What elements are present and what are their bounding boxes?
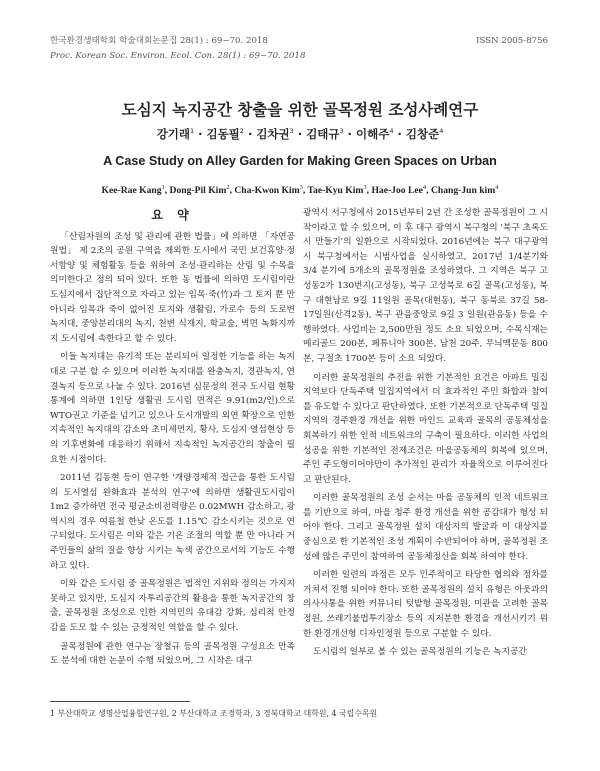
journal-header [50,34,548,64]
author-affiliation-mark: 4 [439,127,444,136]
author-name: Tae-Kyu Kim [307,185,364,197]
paragraph: 「산림자원의 조성 및 관리에 관한 법률」에 의하면 「자연공원법」 제 2조의 공원 구역을 제외한 도시에서 국민 보건휴양·정서함양 및 체험활동 등을 위하여 조성·관리하는 산림 및 수목을 의미한다고 정의 되어 있다. 또한 동 법률에 의하면 도시림이란 도심지에서 집단적으로 자라고 있는 임목·죽(竹)과 그 토지 뿐 만 아니라 임목과 죽이 없어진 토지와 생활림, 가로수 등의 도로변 녹지대, 중앙분리대의 녹지, 천변 식재지, 학교숲, 벽면 녹화지까지 도시림에 속한다고 할 수 있다. [50,231,295,344]
author-name: Chang-Jun kim [430,185,496,197]
paragraph: 골목정원에 관한 연구는 장철규 등의 골목정원 구성요소 만족도 분석에 대한 논문이 수행 되었으며, 그 시작은 대구 [50,641,295,667]
paragraph: 이러한 일련의 과정은 모두 민주적이고 타당한 협의와 정차를 거쳐서 진행 되어야 한다. 또한 골목정원의 설치 유형은 아웃과의 의사사통을 위한 커뮤니티 텃밭형 골목정원, 미관을 고려한 골목정원, 쓰레기불법투기장소 등의 지저분한 환경을 개선시키기 위한 환경개선형 디자인정원 등으로 구분할 수 있다. [303,570,548,639]
paragraph: 도시림의 일부로 볼 수 있는 골목정원의 기능은 녹지공간 [313,647,527,658]
author-affiliation-mark: 4 [422,184,427,191]
paragraph: 이와 같은 도시림 중 골목정원은 법적인 지위와 정의는 가지지 못하고 있지만, 도심지 자투리공간의 활용을 통한 녹지공간의 창출, 골목정원 조성으로 인한 지역민의 유대감 강화, 심리적 안정감을 도모 할 수 있는 긍정적인 역할을 할 수 있다. [50,579,295,634]
paragraph: 이러한 골목정원의 추진을 위한 기본적인 요건은 아파트 밀집지역보다 단독주택 밀집지역에서 더 효과적인 주민 화합과 참여를 유도할 수 있다고 판단하였다. 또한 기본적으로 단독주택 밀집지역의 경주환경 개선을 위한 마인드 교육과 골목의 공동체성을 회복하기 위한 인적 네트워크의 구축이 필요하다. 이러한 사업의 성공을 위한 기본적인 전제조건은 마을공동체의 회복에 있으며, 주민 주도형이어야만이 추가적인 관리가 자율적으로 이루어진다고 판단된다. [303,372,548,485]
paragraph: 이들 녹지대는 유기적 또는 분리되어 일정한 기능을 하는 녹지대로 구분 할 수 있으며 이러한 녹지대를 완충녹지, 경관녹지, 연결녹지 등으로 나눌 수 있다. 2016년 심문정의 전국 도시림 현황통계에 의하면 1인당 생활권 도시림 면적은 9.91(m2/인)으로 WTO권고 기준을 넘기고 있으나 도시개발의 외연 확장으로 인한 지속적인 녹지대의 감소와 초미세먼지, 황사, 도심지 열섬현상 등의 기후변화에 대응하기 위해서 지속적인 녹지공간의 창출이 필요한 시점이다. [50,352,295,465]
author-name: 이해주 [356,127,390,141]
abstract-heading: 요 약 [151,208,194,222]
authors-en: Kee-Rae Kang$^1$, Dong-Pil Kim$^2$, Cha-Kwon Kim$^3$, Tae-Kyu Kim$^3$, Hae-Joo Lee$^4$, Chang-Jun kim$^4$ [101,184,499,197]
footnote-affiliations: 1 부산대학교 생명산업융합연구원, 2 부산대학교 조경학과, 3 경북대학교 대학원, 4 국립수목원 [50,709,378,718]
author-affiliation-mark: 3 [363,184,367,191]
journal-citation-en: Proc. Korean Soc. Environ. Ecol. Con. 28(1) : 69~70. 2018 [50,51,306,61]
author-affiliation-mark: 1 [189,127,195,136]
author-name: Kee-Rae Kang [101,185,162,197]
right-column [303,206,548,660]
author-name: 김태규 [306,127,340,141]
author-affiliation-mark: 4 [389,127,394,136]
author-name: 김동필 [206,127,240,141]
issn: ISSN 2005-8756 [476,36,548,46]
author-name: 김창준 [405,127,440,141]
author-affiliation-mark: 2 [239,127,244,136]
author-affiliation-mark: 3 [299,184,303,191]
author-name: Cha-Kwon Kim [234,185,300,197]
author-affiliation-mark: 1 [161,184,165,191]
paper-title-ko: 도심지 녹지공간 창출을 위한 골목정원 조성사례연구 [121,101,479,119]
left-column [50,208,295,669]
authors-ko: 강기래$^1$ · 김동필$^2$ · 김차권$^3$ · 김태규$^3$ · 이해주$^4$ · 김창준$^4$ [156,127,444,141]
author-name: 강기래 [156,127,190,141]
author-affiliation-mark: 3 [289,127,294,136]
footnote-rule [50,701,190,702]
author-name: 김차권 [256,127,290,141]
author-affiliation-mark: 2 [226,184,230,191]
paragraph: 이러한 골목정원의 조성 순서는 마을 공동체의 인적 네트워크를 기반으로 하여, 마을 청주 환경 개선을 위한 공감대가 형성 되어야 한다. 그리고 골목정원 설치 대상지의 발굴과 이 대상지를 중심으로 한 기본적인 조성 계획이 수반되어야 하며, 골목정원 조성에 많은 주민이 참여하여 공동체정신을 회복 하여야 한다. [303,493,548,562]
author-affiliation-mark: 3 [339,127,344,136]
author-affiliation-mark: 4 [495,184,499,191]
author-name: Hae-Joo Lee [371,185,423,197]
paper-title-en: A Case Study on Alley Garden for Making Green Spaces on Urban [103,154,497,168]
paragraph: 광역시 서구청에서 2015년부터 2년 간 조성한 골목정원이 그 시작이라고 할 수 있으며, 이 후 대구 광역시 북구청의 '북구 초록도시 만들기'의 일환으로 시작되었다. 2016년에는 북구 대구광역시 북구청에서는 시범사업을 실시하였고, 2017년 1/4분기와 3/4 분기에 5개소의 골목정원을 조성하였다. 그 지역은 북구 고성동2가 130번지(고성동), 북구 고성북로 6길 골목(고성동), 북구 대현남로 9길 11일원 골목(대현동), 북구 동북로 37길 58-17일원(산격2동), 북구 관음중앙로 9길 3 일원(관음동) 등을 수행하였다. 사업비는 2,500만원 정도 소요 되었으며, 수목식재는 메리골드 200본, 페튜니아 300본, 남천 20주, 무늬맥문동 800본, 구절초 1700본 등이 소요 되었다. [303,208,548,364]
paragraph: 2011년 김동현 등이 연구한 '개량경제적 접근을 통한 도시림의 도시열섬 완화효과 분석의 연구'에 의하면 생활권도시림이 1m2 증가하면 전국 평균소비전력량은 0.02MWH 감소하고, 광역시의 경우 여름철 한낮 온도를 1.15℃ 감소시키는 것으로 연구되었다. 도시림은 이와 같은 기온 조절의 역할 뿐 만 아니라 거주민들의 삶의 질을 향상 시키는 녹색 공간으로서의 기능도 수행 하고 있다. [50,473,295,571]
journal-citation-ko: 한국환경생태학회 학술대회논문집 28(1) : 69~70. 2018 [50,36,268,46]
author-name: Dong-Pil Kim [169,185,227,197]
